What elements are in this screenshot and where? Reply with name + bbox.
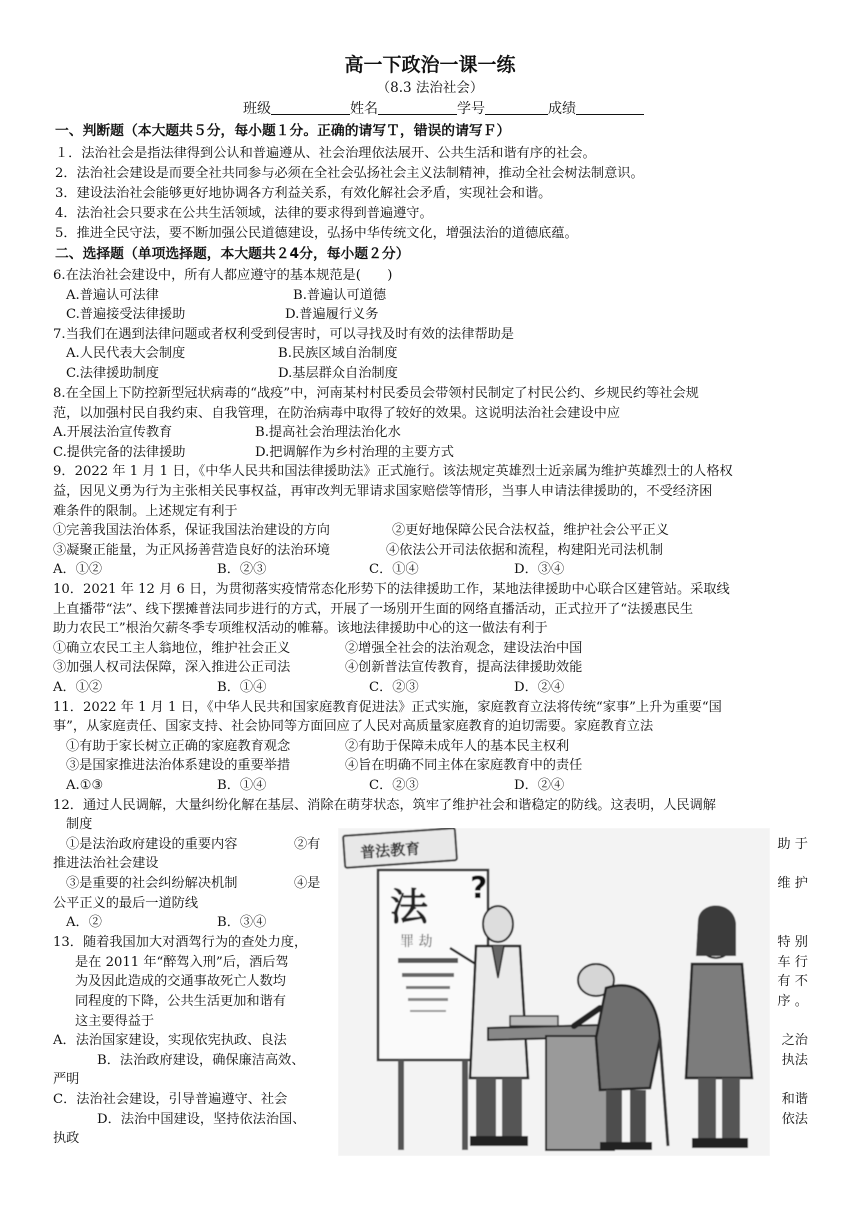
q13-option-a-wrap: 之治 [781, 1033, 808, 1048]
q12-statement-4-start: ④是 [294, 876, 321, 891]
q10-option-d: D．②④ [514, 680, 565, 695]
q9-stem-line1: 9．2022 年 1 月 1 日，《中华人民共和国法律援助法》正式施行。该法规定英雄烈士近亲属为维护英雄烈士的人格权 [53, 464, 733, 479]
q6-option-d: D.普遍履行义务 [285, 307, 379, 322]
page-title: 高一下政治一课一练 [344, 54, 516, 76]
q13-option-d: D．法治中国建设，坚持依法治国、 [97, 1112, 306, 1127]
q9-stem-line3: 难条件的限制。上述规定有利于 [53, 504, 238, 519]
judgment-item-3: 3．建设法治社会能够更好地协调各方利益关系，有效化解社会矛盾，实现社会和谐。 [55, 186, 552, 201]
section2-heading: 二、选择题（单项选择题，本大题共２4分，每小题２分） [55, 246, 410, 262]
section1-heading: 一、判断题（本大题共５分，每小题１分。正确的请写Ｔ，错误的请写Ｆ） [55, 123, 511, 139]
board-small-chars: 罪 劫 [400, 934, 433, 950]
score-label: 成绩 [548, 101, 576, 117]
q10-statement-2: ②增强全社会的法治观念，建设法治中国 [345, 641, 583, 656]
q13-option-d-wrap: 依法 [781, 1112, 808, 1127]
judgment-item-2: 2．法治社会建设是而要全社共同参与必须在全社会弘扬社会主义法制精神，推动全社会树法制意识。 [55, 166, 644, 181]
class-blank[interactable] [271, 100, 350, 115]
number-label: 学号 [457, 101, 485, 117]
score-blank[interactable] [576, 100, 644, 115]
q11-statement-2: ②有助于保障未成年人的基本民主权利 [345, 739, 570, 754]
q12-statement-2-start: ②有 [294, 837, 321, 852]
board-big-char: 法 [390, 884, 429, 929]
q13-option-b-end: 严明 [53, 1072, 80, 1087]
q7-option-c: C.法律援助制度 [66, 366, 159, 381]
q8-stem-line2: 范，以加强村民自我约束、自我管理，在防治病毒中取得了较好的效果。这说明法治社会建设中应 [53, 406, 621, 421]
q9-option-c: C．①④ [369, 562, 419, 577]
q10-option-a: A．①② [53, 680, 103, 695]
judgment-item-1: １．法治社会是指法律得到公认和普遍遵从、社会治理依法展开、公共生活和谐有序的社会。 [55, 146, 596, 161]
q9-option-b: B．②③ [217, 562, 267, 577]
q13-stem-line5: 这主要得益于 [75, 1014, 155, 1029]
number-blank[interactable] [485, 100, 548, 115]
q6-stem: 6.在法治社会建设中，所有人都应遵守的基本规范是( ) [53, 268, 393, 283]
q11-statement-4: ④旨在明确不同主体在家庭教育中的责任 [345, 758, 583, 773]
law-education-cartoon [338, 828, 770, 1156]
q8-stem-line1: 8.在全国上下防控新型冠状病毒的“战疫”中，河南某村村民委员会带领村民制定了村民公约、乡规民约等社会规 [53, 386, 699, 401]
q10-stem-line2: 上直播带“法”、线下摆摊普法同步进行的方式，开展了一场別开生面的网络直播活动，正式拉开了“法援惠民生 [53, 602, 694, 617]
judgment-item-5: 5．推进全民守法，要不断加强公民道德建设，弘扬中华传统文化，增强法治的道德底蕴。 [55, 226, 578, 241]
q9-option-d: D．③④ [514, 562, 565, 577]
q7-stem: 7.当我们在遇到法律问题或者权利受到侵害时，可以寻找及时有效的法律帮助是 [53, 327, 514, 342]
q11-statement-1: ①有助于家长树立正确的家庭教育观念 [66, 739, 291, 754]
q12-statement-3: ③是重要的社会纠纷解决机制 [66, 876, 238, 891]
q13-stem-line1-wrap: 特 别 [777, 935, 808, 950]
page-subtitle: （8.3 法治社会） [376, 80, 484, 96]
q13-option-b-wrap: 执法 [781, 1053, 808, 1068]
q12-statement-2-wrap: 助 于 [777, 837, 808, 852]
q7-option-a: A.人民代表大会制度 [66, 346, 186, 361]
q10-option-c: C．②③ [369, 680, 419, 695]
name-label: 姓名 [350, 101, 378, 117]
q8-option-c: C.提供完备的法律援助 [53, 445, 186, 460]
name-blank[interactable] [378, 100, 457, 115]
q11-option-c: C．②③ [369, 778, 419, 793]
q7-option-d: D.基层群众自治制度 [278, 366, 398, 381]
q13-option-c-wrap: 和谐 [781, 1092, 808, 1107]
q13-stem-line3: 为及因此造成的交通事故死亡人数均 [75, 974, 286, 989]
q11-option-a: A.①③ [66, 778, 104, 793]
q8-option-d: D.把调解作为乡村治理的主要方式 [255, 445, 454, 460]
q13-stem-line4: 同程度的下降，公共生活更加和谐有 [75, 994, 286, 1009]
q13-stem-line4-wrap: 序 。 [777, 994, 808, 1009]
banner-text: 普法教育 [359, 839, 421, 862]
q11-option-b: B．①④ [217, 778, 267, 793]
q9-statement-4: ④依法公开司法依据和流程，构建阳光司法机制 [386, 543, 663, 558]
q13-stem-line2-wrap: 车 行 [777, 955, 808, 970]
q12-stem-line1: 12．通过人民调解，大量纠纷化解在基层、消除在萌芽状态，筑牢了维护社会和谐稳定的防线。这表明，人民调解 [53, 798, 716, 813]
q9-stem-line2: 益，因见义勇为行为主张相关民事权益，再审改判无罪请求国家赔偿等情形，当事人申请法律援助的，不受经济困 [53, 484, 713, 499]
q9-statement-2: ②更好地保障公民合法权益，维护社会公平正义 [392, 523, 669, 538]
q12-stem-line2: 制度 [66, 817, 93, 832]
q13-stem-line1: 13．随着我国加大对酒驾行为的查处力度， [53, 935, 308, 950]
q12-statement-1: ①是法治政府建设的重要内容 [66, 837, 238, 852]
q9-statement-1: ①完善我国法治体系，保证我国法治建设的方向 [53, 523, 330, 538]
question-mark: ? [470, 871, 488, 906]
q12-statement-2-end: 推进法治社会建设 [53, 856, 159, 871]
q11-statement-3: ③是国家推进法治体系建设的重要举措 [66, 758, 291, 773]
q10-stem-line1: 10．2021 年 12 月 6 日，为贯彻落实疫情常态化形势下的法律援助工作，某地法律援助中心联合区建管站。采取线 [53, 582, 730, 597]
q10-statement-1: ①确立农民工主人翁地位，维护社会正义 [53, 641, 291, 656]
student-info-row [243, 99, 644, 119]
q8-option-b: B.提高社会治理法治化水 [255, 425, 401, 440]
q11-stem-line2: 事”，从家庭责任、国家支持、社会协同等方面回应了人民对高质量家庭教育的迫切需要。家庭教育立法 [53, 719, 654, 734]
q9-statement-3: ③凝聚正能量，为正风扬善营造良好的法治环境 [53, 543, 330, 558]
q8-option-a: A.开展法治宣传教育 [53, 425, 173, 440]
judgment-item-4: 4．法治社会只要求在公共生活领域，法律的要求得到普遍遵守。 [55, 206, 433, 221]
q12-statement-4-end: 公平正义的最后一道防线 [53, 896, 199, 911]
class-label: 班级 [243, 101, 271, 117]
q13-option-a: A．法治国家建设，实现依宪执政、良法 [53, 1033, 287, 1048]
q10-stem-line3: 助力农民工”根治欠薪冬季专项维权活动的帷幕。该地法律援助中心的这一做法有利于 [53, 621, 548, 636]
q12-option-a: A．② [66, 915, 102, 930]
q10-statement-4: ④创新普法宣传教育，提高法律援助效能 [345, 660, 583, 675]
q13-stem-line3-wrap: 有 不 [777, 974, 808, 989]
q10-option-b: B．①④ [217, 680, 267, 695]
q12-statement-4-wrap: 维 护 [777, 876, 808, 891]
q6-option-a: A.普遍认可法律 [66, 288, 159, 303]
q7-option-b: B.民族区域自治制度 [278, 346, 398, 361]
q6-option-b: B.普遍认可道德 [293, 288, 387, 303]
q13-option-d-end: 执政 [53, 1131, 80, 1146]
q6-option-c: C.普遍接受法律援助 [66, 307, 186, 322]
q12-option-b: B．③④ [217, 915, 267, 930]
q9-option-a: A．①② [53, 562, 103, 577]
q13-stem-line2: 是在 2011 年“醉驾入刑”后，酒后驾 [75, 955, 289, 970]
q10-statement-3: ③加强人权司法保障，深入推进公正司法 [53, 660, 291, 675]
q11-option-d: D．②④ [514, 778, 565, 793]
q13-option-b: B．法治政府建设，确保廉洁高效、 [97, 1053, 305, 1068]
q13-option-c: C．法治社会建设，引导普遍遵守、社会 [53, 1092, 288, 1107]
q11-stem-line1: 11．2022 年 1 月 1 日，《中华人民共和国家庭教育促进法》正式实施，家庭教育立法将传统“家事”上升为重要“国 [53, 700, 722, 715]
banner-sign [343, 828, 457, 868]
